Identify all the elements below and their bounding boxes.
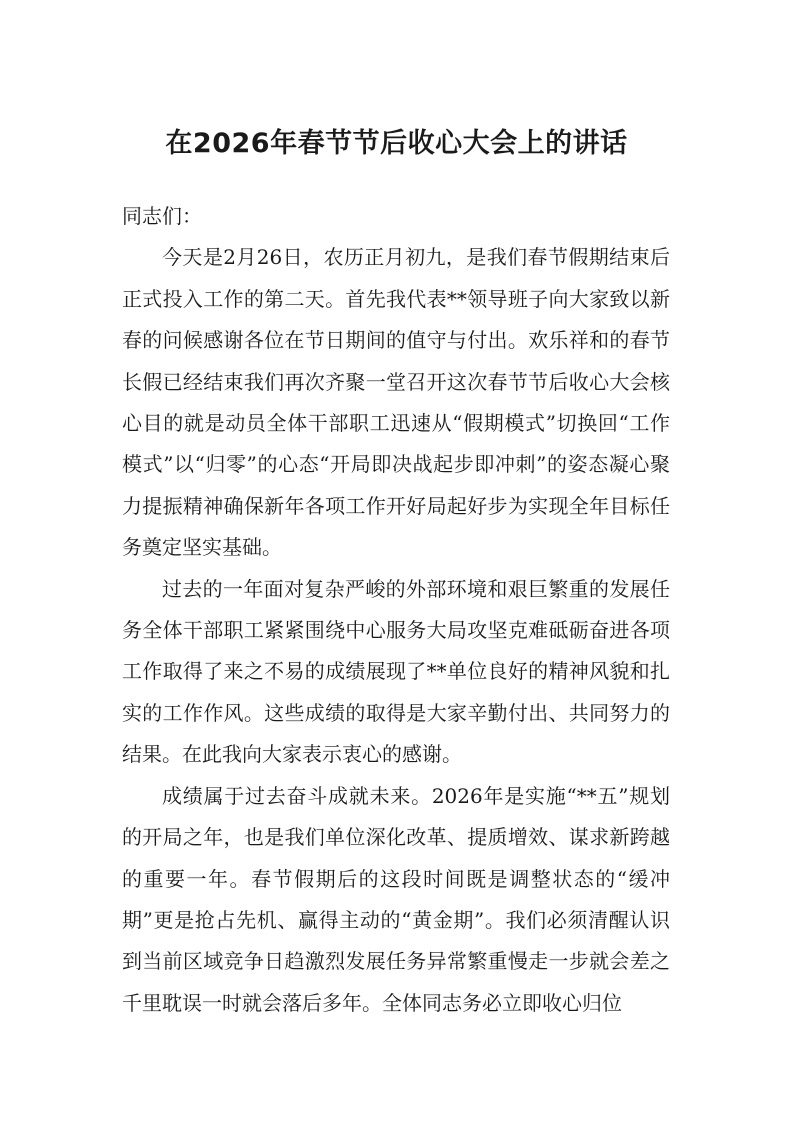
document-title: 在2026年春节节后收心大会上的讲话 <box>165 128 628 159</box>
salutation: 同志们： <box>122 204 202 228</box>
document-body <box>122 196 670 1024</box>
paragraph-2: 过去的一年面对复杂严峻的外部环境和艰巨繁重的发展任务全体干部职工紧紧围绕中心服务大局攻坚克难砥砺奋进各项工作取得了来之不易的成绩展现了**单位良好的精神风貌和扎实的工作作风。这些成绩的取得是大家辛勤付出、共同努力的结果。在此我向大家表示衷心的感谢。 <box>122 576 670 767</box>
paragraph-1: 今天是2月26日，农历正月初九，是我们春节假期结束后正式投入工作的第二天。首先我代表**领导班子向大家致以新春的问候感谢各位在节日期间的值守与付出。欢乐祥和的春节长假已经结束我们再次齐聚一堂召开这次春节节后收心大会核心目的就是动员全体干部职工迅速从“假期模式”切换回“工作模式”以“归零”的心态“开局即决战起步即冲刺”的姿态凝心聚力提振精神确保新年各项工作开好局起好步为实现全年目标任务奠定坚实基础。 <box>122 245 670 560</box>
paragraph-3: 成绩属于过去奋斗成就未来。2026年是实施“**五”规划的开局之年，也是我们单位深化改革、提质增效、谋求新跨越的重要一年。春节假期后的这段时间既是调整状态的“缓冲期”更是抢占先机、赢得主动的“黄金期”。我们必须清醒认识到当前区域竞争日趋激烈发展任务异常繁重慢走一步就会差之千里耽误一时就会落后多年。全体同志务必立即收心归位 <box>122 783 670 1015</box>
